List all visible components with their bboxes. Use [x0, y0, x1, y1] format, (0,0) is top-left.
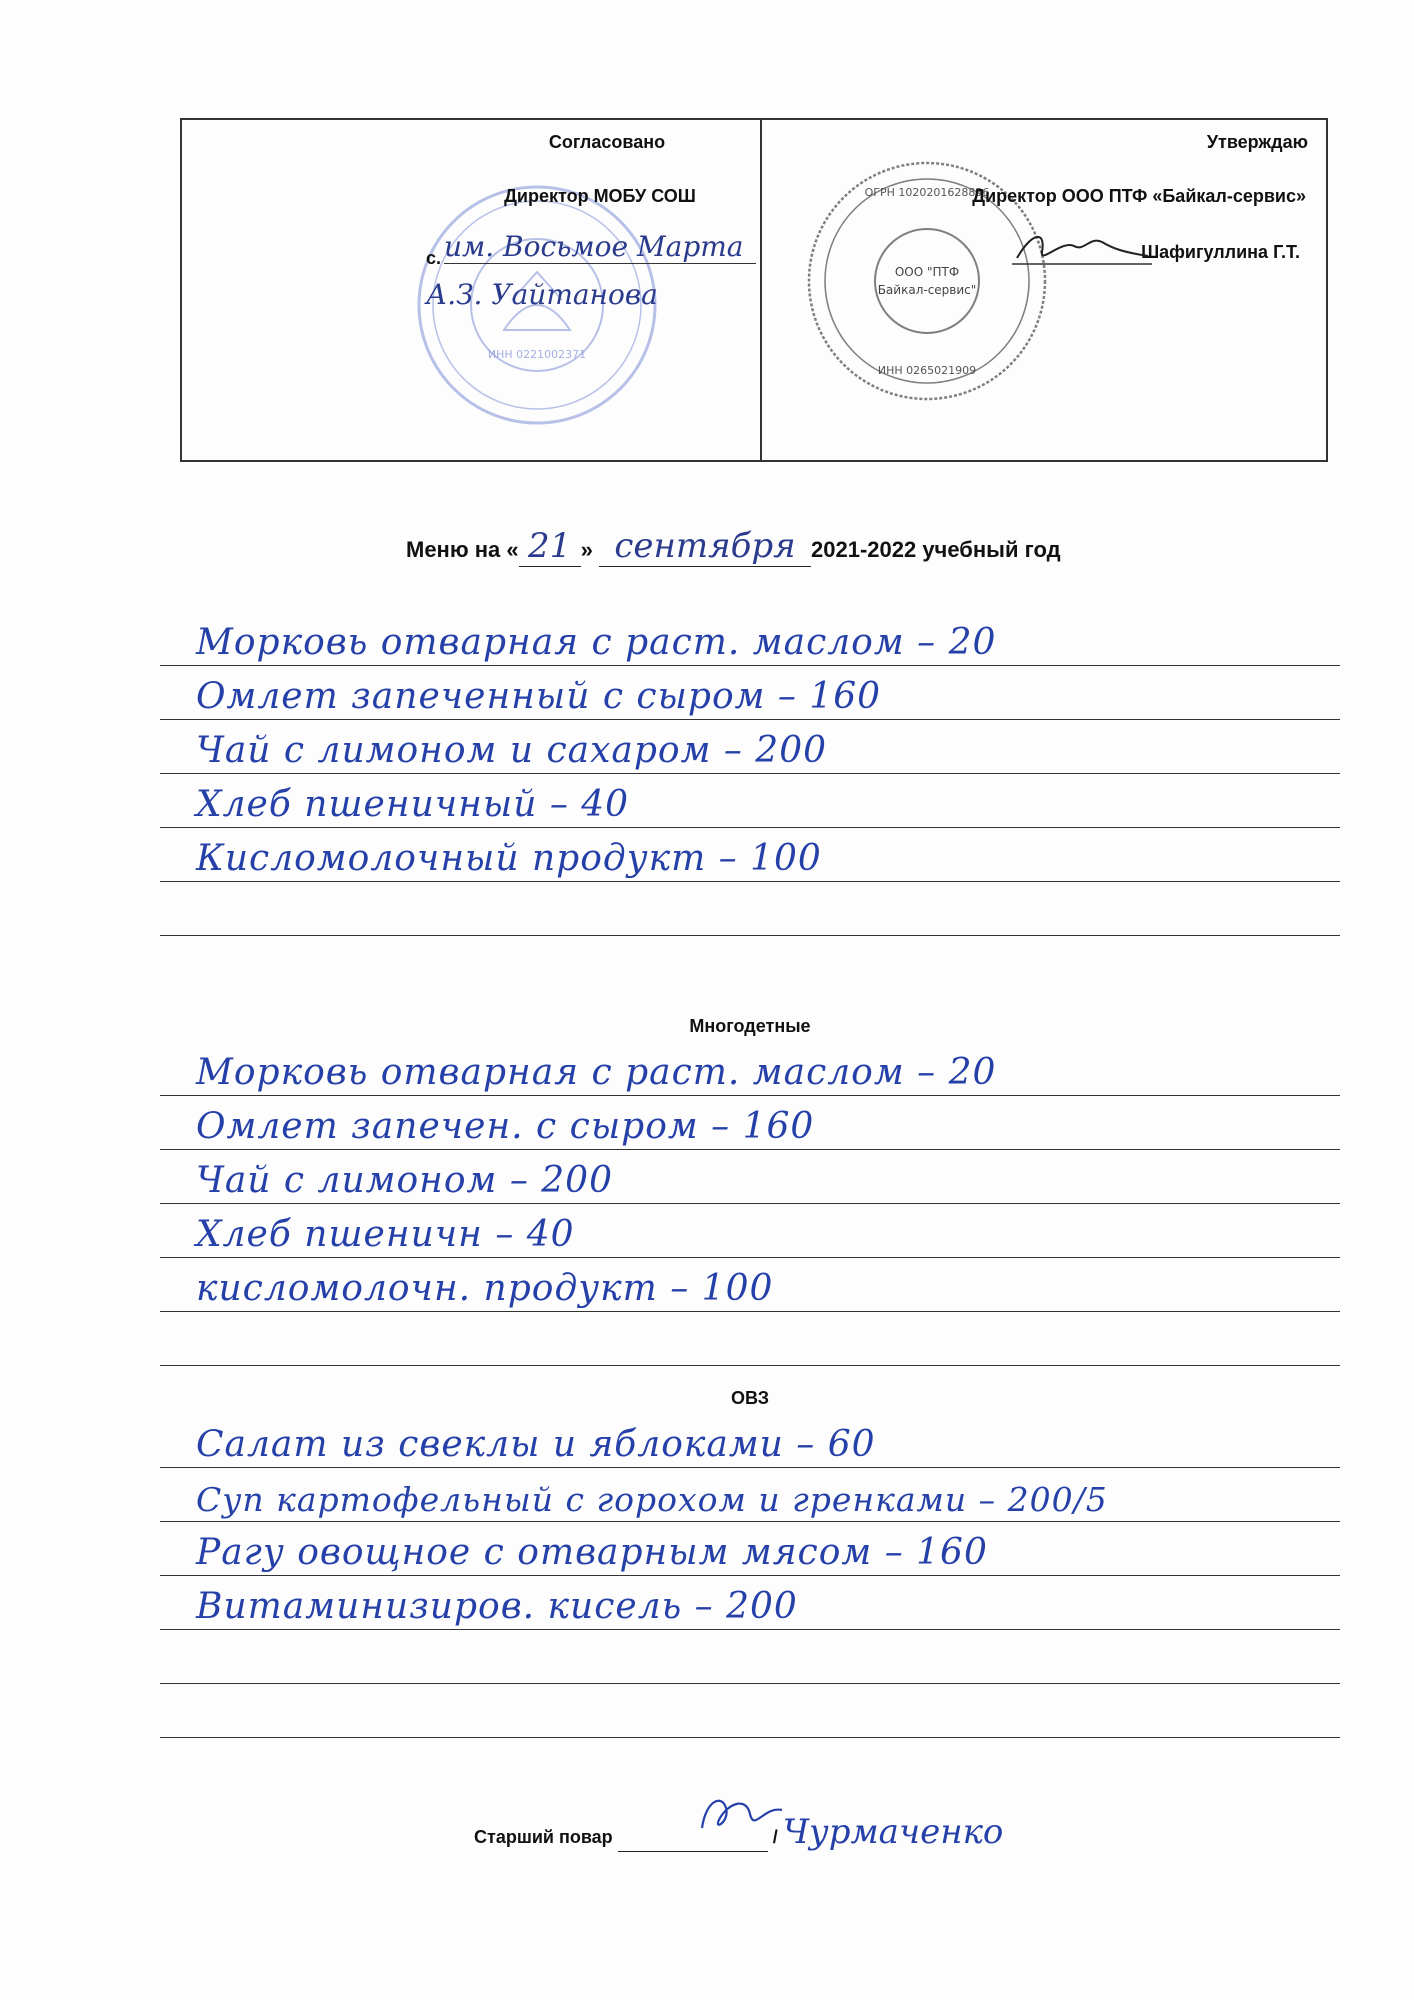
menu-item: Суп картофельный с горохом и гренками – 200/5 [196, 1480, 1108, 1519]
menu-line [160, 828, 1340, 882]
menu-line-empty [160, 1630, 1340, 1684]
menu-line [160, 1576, 1340, 1630]
menu-line-empty [160, 1684, 1340, 1738]
menu-line [160, 612, 1340, 666]
footer-signature-line: Старший повар / Чурмаченко [474, 1812, 1004, 1852]
svg-text:ИНН 0265021909: ИНН 0265021909 [877, 364, 977, 377]
chef-name: Чурмаченко [782, 1812, 1004, 1852]
menu-item: Омлет запечен. с сыром – 160 [196, 1106, 815, 1147]
svg-text:ОГРН 1020201628856: ОГРН 1020201628856 [864, 186, 990, 199]
menu-line [160, 1258, 1340, 1312]
menu-item: Рагу овощное с отварным мясом – 160 [196, 1532, 988, 1573]
menu-item: Чай с лимоном и сахаром – 200 [196, 730, 828, 771]
approved-name: Шафигуллина Г.Т. [1141, 242, 1300, 262]
director-signature [1012, 222, 1152, 272]
section-title-large-families: Многодетные [689, 1016, 811, 1036]
menu-line [160, 1096, 1340, 1150]
section-title-ovz: ОВЗ [730, 1388, 770, 1408]
menu-item: Хлеб пшеничный – 40 [196, 784, 630, 825]
footer-label: Старший повар [474, 1827, 613, 1847]
svg-text:Байкал-сервис": Байкал-сервис" [877, 283, 977, 297]
menu-line-empty [160, 882, 1340, 936]
chef-signature [692, 1788, 802, 1840]
menu-item: Чай с лимоном – 200 [196, 1160, 613, 1201]
menu-line [160, 666, 1340, 720]
svg-text:ООО "ПТФ: ООО "ПТФ [894, 265, 960, 279]
menu-line [160, 1150, 1340, 1204]
menu-item: кисломолочн. продукт – 100 [196, 1268, 774, 1309]
approved-title: Утверждаю [1206, 132, 1308, 152]
menu-line [160, 1522, 1340, 1576]
menu-line [160, 720, 1340, 774]
menu-line [160, 774, 1340, 828]
menu-line [160, 1468, 1340, 1522]
agreed-title: Согласовано [548, 132, 666, 152]
table-divider [760, 120, 762, 460]
title-suffix: 2021-2022 учебный год [811, 537, 1061, 562]
svg-text:ИНН 0221002371: ИНН 0221002371 [487, 348, 587, 361]
approved-position: Директор ООО ПТФ «Байкал-сервис» [972, 186, 1306, 206]
menu-line-empty [160, 1312, 1340, 1366]
title-mid: » [580, 537, 593, 562]
agreed-signature-name: А.З. Уайтанова [426, 278, 658, 311]
menu-item: Морковь отварная с раст. маслом – 20 [196, 622, 997, 663]
village-prefix: с. [426, 248, 442, 268]
menu-item: Морковь отварная с раст. маслом – 20 [196, 1052, 997, 1093]
menu-title [406, 526, 1061, 567]
menu-line [160, 1204, 1340, 1258]
menu-item: Витаминизиров. кисель – 200 [196, 1586, 798, 1627]
village-handwritten: им. Восьмое Марта [444, 230, 756, 264]
menu-item: Кисломолочный продукт – 100 [196, 838, 822, 879]
menu-line [160, 1042, 1340, 1096]
menu-item: Салат из свеклы и яблоками – 60 [196, 1424, 876, 1465]
menu-item: Омлет запеченный с сыром – 160 [196, 676, 882, 717]
menu-item: Хлеб пшеничн – 40 [196, 1214, 575, 1255]
menu-line [160, 1414, 1340, 1468]
title-prefix: Меню на « [406, 537, 519, 562]
title-day: 21 [519, 526, 581, 567]
agreed-position: Директор МОБУ СОШ [504, 186, 696, 206]
title-month: сентября [599, 526, 811, 567]
approval-table [180, 118, 1328, 462]
